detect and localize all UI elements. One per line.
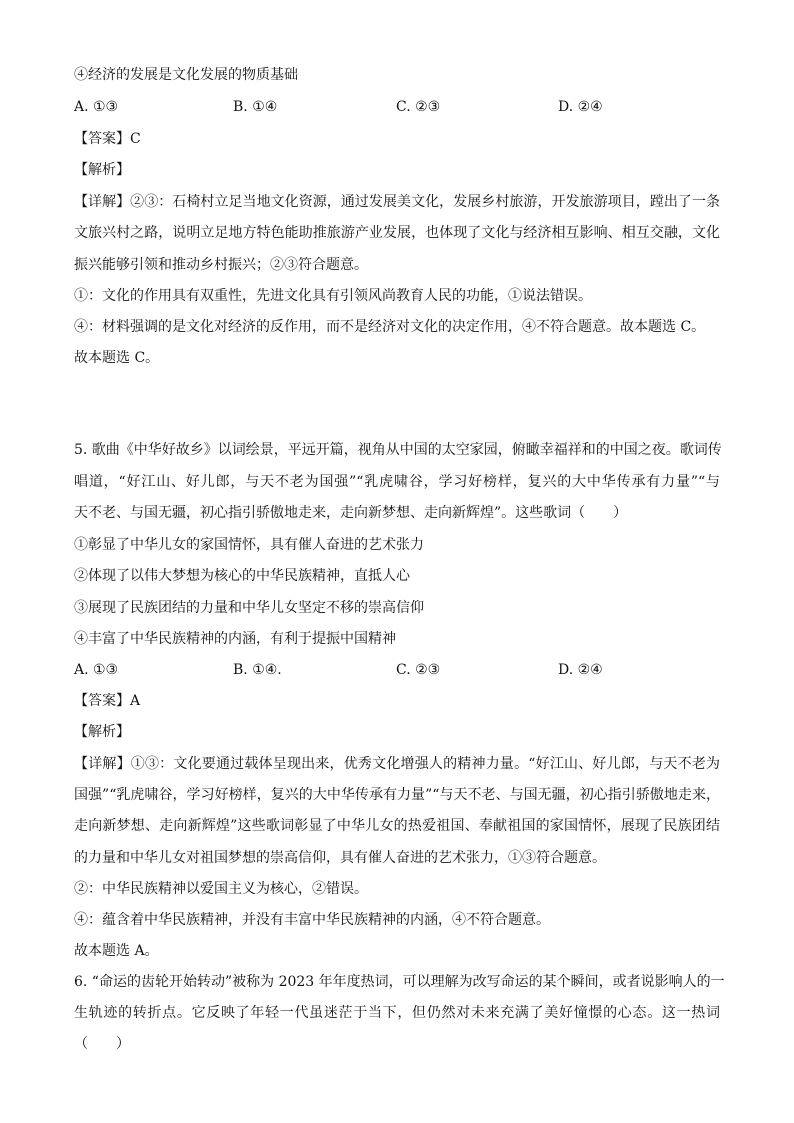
detail-line: 的力量和中华儿女对祖国梦想的崇高信仰，具有催人奋进的艺术张力，①③符合题意。 <box>74 850 606 866</box>
question-stem-line: 天不老、与国无疆，初心指引骄傲地走来，走向新梦想、走向新辉煌”。这些歌词（ ） <box>74 505 628 521</box>
note-4: ④：材料强调的是文化对经济的反作用，而不是经济对文化的决定作用，④不符合题意。故本题选 C。 <box>74 319 706 335</box>
question-stem-line: 5. 歌曲《中华好故乡》以词绘景，平远开篇，视角从中国的太空家园，俯瞰幸福祥和的中国之夜。歌词传 <box>74 442 722 458</box>
analysis-label: 【解析】 <box>74 724 130 740</box>
statement-4: ④丰富了中华民族精神的内涵，有利于提振中国精神 <box>74 631 396 647</box>
note-2: ②：中华民族精神以爱国主义为核心，②错误。 <box>74 881 368 897</box>
note-4: ④：蕴含着中华民族精神，并没有丰富中华民族精神的内涵，④不符合题意。 <box>74 912 550 928</box>
question-stem-line: 6. “命运的齿轮开始转动”被称为 2023 年年度热词，可以理解为改写命运的某个瞬间，或者说影响人的一 <box>74 974 725 990</box>
detail-line: 走向新梦想、走向新辉煌”这些歌词彰显了中华儿女的热爱祖国、奉献祖国的家国情怀，展现了民族团结 <box>74 818 720 834</box>
detail-line: 【详解】②③：石椅村立足当地文化资源，通过发展美文化，发展乡村旅游，开发旅游项目，蹚出了一条 <box>74 194 720 210</box>
statement-2: ②体现了以伟大梦想为核心的中华民族精神，直抵人心 <box>74 568 410 584</box>
option-d: D. ②④ <box>558 99 603 115</box>
option-b: B. ①④. <box>233 662 282 678</box>
question-stem-line: 唱道，“好江山、好儿郎，与天不老为国强”“乳虎啸谷，学习好榜样，复兴的大中华传承有力量”“与 <box>74 474 720 490</box>
statement-3: ③展现了民族团结的力量和中华儿女坚定不移的崇高信仰 <box>74 600 424 616</box>
option-c: C. ②③ <box>396 99 441 115</box>
detail-line: 振兴能够引领和推动乡村振兴；②③符合题意。 <box>74 257 368 273</box>
question-stem-line: （ ） <box>74 1036 130 1052</box>
question-stem-line: 生轨迹的转折点。它反映了年轻一代虽迷茫于当下，但仍然对未来充满了美好憧憬的心态。这一热词 <box>74 1005 720 1021</box>
statement-1: ①彰显了中华儿女的家国情怀，具有催人奋进的艺术张力 <box>74 537 424 553</box>
detail-line: 国强”“乳虎啸谷，学习好榜样，复兴的大中华传承有力量”“与天不老、与国无疆，初心指引骄傲地走来， <box>74 787 720 803</box>
option-c: C. ②③ <box>396 662 441 678</box>
analysis-label: 【解析】 <box>74 162 130 178</box>
answer-label: 【答案】A <box>74 693 141 709</box>
conclusion: 故本题选 A。 <box>74 943 159 959</box>
statement-4: ④经济的发展是文化发展的物质基础 <box>74 67 298 83</box>
conclusion: 故本题选 C。 <box>74 350 160 366</box>
option-a: A. ①③ <box>74 99 119 115</box>
detail-line: 文旅兴村之路，说明立足地方特色能助推旅游产业发展，也体现了文化与经济相互影响、相互交融，文化 <box>74 225 720 241</box>
option-a: A. ①③ <box>74 662 119 678</box>
option-b: B. ①④ <box>233 99 278 115</box>
option-d: D. ②④ <box>558 662 603 678</box>
detail-line: 【详解】①③：文化要通过载体呈现出来，优秀文化增强人的精神力量。“好江山、好儿郎，与天不老为 <box>74 756 720 772</box>
answer-label: 【答案】C <box>74 131 141 147</box>
note-1: ①：文化的作用具有双重性，先进文化具有引领风尚教育人民的功能，①说法错误。 <box>74 288 592 304</box>
